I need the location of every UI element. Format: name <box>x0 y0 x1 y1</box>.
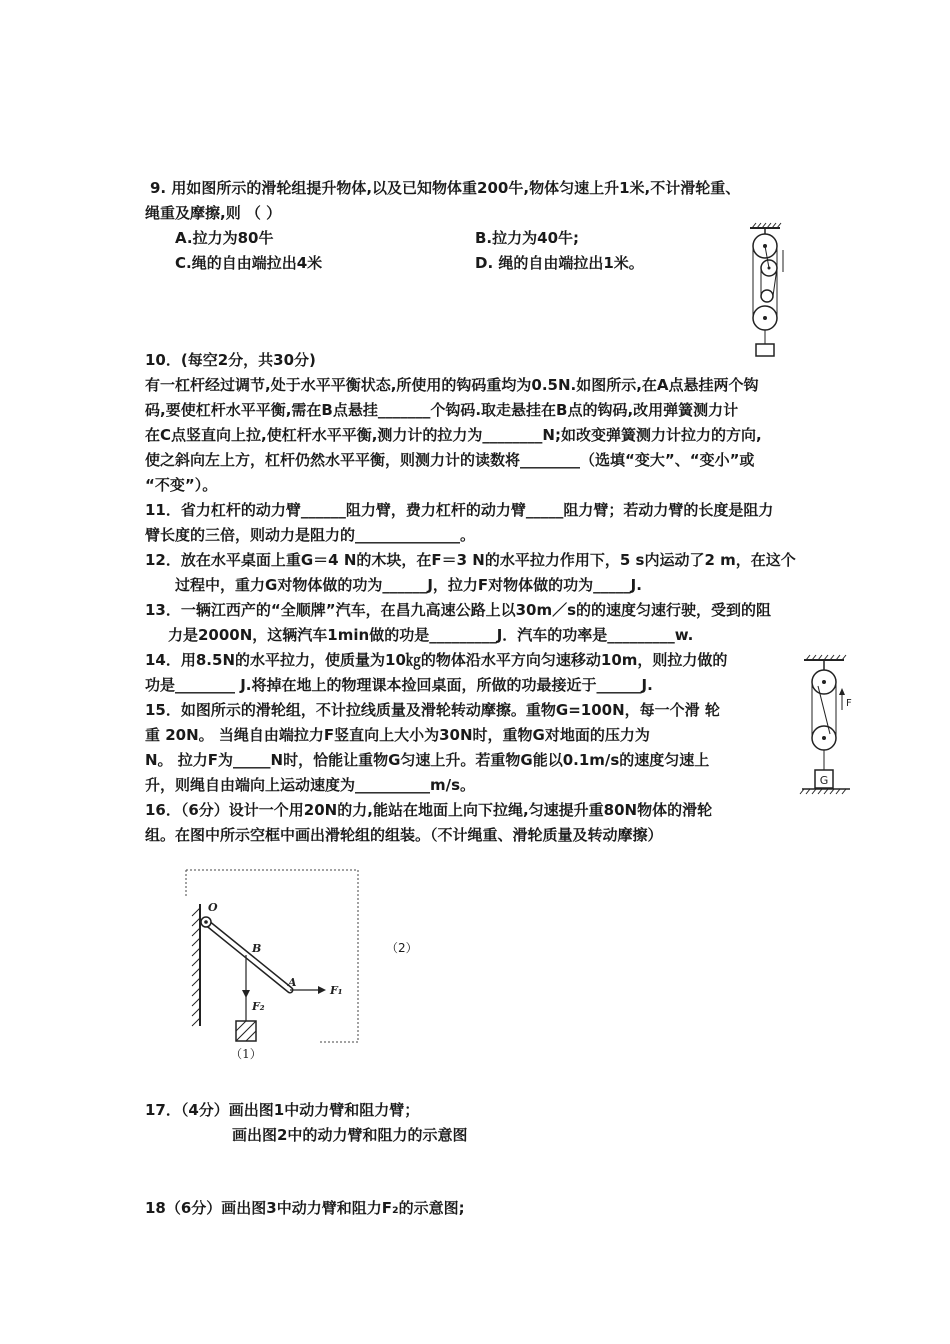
q10-line4: 使之斜向左上方，杠杆仍然水平平衡，则测力计的读数将________（选填“变大”、“变小”或 <box>145 451 755 469</box>
q15-label-f: F <box>846 698 852 709</box>
q15-line4: 升，则绳自由端向上运动速度为__________m/s。 <box>145 776 476 794</box>
q9-option-d: D. 绳的自由端拉出1米。 <box>475 254 644 272</box>
q12-line2: 过程中，重力G对物体做的功为______J，拉力F对物体做的功为_____J. <box>175 576 642 594</box>
q9-option-b: B.拉力为40牛; <box>475 229 580 247</box>
q9-line1: 9. 用如图所示的滑轮组提升物体,以及已知物体重200牛,物体匀速上升1米,不计滑轮重、 <box>150 179 741 197</box>
q13-line1: 13．一辆江西产的“全顺牌”汽车，在昌九高速公路上以30m／s的的速度匀速行驶，受到的阻 <box>145 601 772 619</box>
q17-line1: 17．（4分）画出图1中动力臂和阻力臂； <box>145 1101 420 1119</box>
q18-line1: 18（6分）画出图3中动力臂和阻力F₂的示意图; <box>145 1199 465 1217</box>
q17-line2: 画出图2中的动力臂和阻力的示意图 <box>232 1126 468 1144</box>
q16-line1: 16．（6分）设计一个用20N的力,能站在地面上向下拉绳,匀速提升重80N物体的滑轮 <box>145 801 713 819</box>
label-f2: F₂ <box>252 1000 265 1013</box>
q15-line2: 重 20N。 当绳自由端拉力F竖直向上大小为30N时，重物G对地面的压力为 <box>145 726 650 744</box>
q15-pulley-figure <box>798 652 858 802</box>
q10-header: 10．(每空2分，共30分) <box>145 351 316 369</box>
q14-line2: 功是________ J.将掉在地上的物理课本捡回桌面，所做的功最接近于______J. <box>145 676 653 694</box>
q10-line5: “不变”）。 <box>145 476 218 494</box>
figure2-caption: （2） <box>386 941 418 955</box>
label-f1: F₁ <box>330 984 343 997</box>
figure1-caption: （1） <box>230 1047 262 1061</box>
q15-line3: N。 拉力F为_____N时，恰能让重物G匀速上升。若重物G能以0.1m/s的速度匀速上 <box>145 751 710 769</box>
q13-line2: 力是2000N，这辆汽车1min做的功是_________J．汽车的功率是_________w. <box>168 626 694 644</box>
label-o: O <box>208 901 218 914</box>
q10-line3: 在C点竖直向上拉,使杠杆水平平衡,测力计的拉力为________N;如改变弹簧测力计拉力的方向, <box>145 426 762 444</box>
q16-line2: 组。在图中所示空框中画出滑轮组的组装。（不计绳重、滑轮质量及转动摩擦） <box>145 826 663 844</box>
q11-line1: 11．省力杠杆的动力臂______阻力臂，费力杠杆的动力臂_____阻力臂；若动力臂的长度是阻力 <box>145 501 774 519</box>
q10-line2: 码,要使杠杆水平平衡,需在B点悬挂_______个钩码.取走悬挂在B点的钩码,改用弹簧测力计 <box>145 401 739 419</box>
q9-option-a: A.拉力为80牛 <box>175 229 274 247</box>
q10-line1: 有一杠杆经过调节,处于水平平衡状态,所使用的钩码重均为0.5N.如图所示,在A点悬挂两个钩 <box>145 376 759 394</box>
lever-figure-1 <box>180 866 370 1066</box>
q15-label-g: G <box>819 774 829 787</box>
label-b: B <box>252 942 262 955</box>
q9-pulley-figure <box>735 220 795 362</box>
q9-line2: 绳重及摩擦,则 （ ） <box>145 204 282 222</box>
q11-line2: 臂长度的三倍，则动力是阻力的______________。 <box>145 526 476 544</box>
q15-line1: 15．如图所示的滑轮组，不计拉线质量及滑轮转动摩擦。重物G=100N，每一个滑 轮 <box>145 701 720 719</box>
q9-option-c: C.绳的自由端拉出4米 <box>175 254 323 272</box>
label-a: A <box>288 976 297 989</box>
q14-line1: 14．用8.5N的水平拉力，使质量为10㎏的物体沿水平方向匀速移动10m，则拉力做的 <box>145 651 728 669</box>
q12-line1: 12．放在水平桌面上重G＝4 N的木块，在F＝3 N的水平拉力作用下，5 s内运动了2 m，在这个 <box>145 551 796 569</box>
